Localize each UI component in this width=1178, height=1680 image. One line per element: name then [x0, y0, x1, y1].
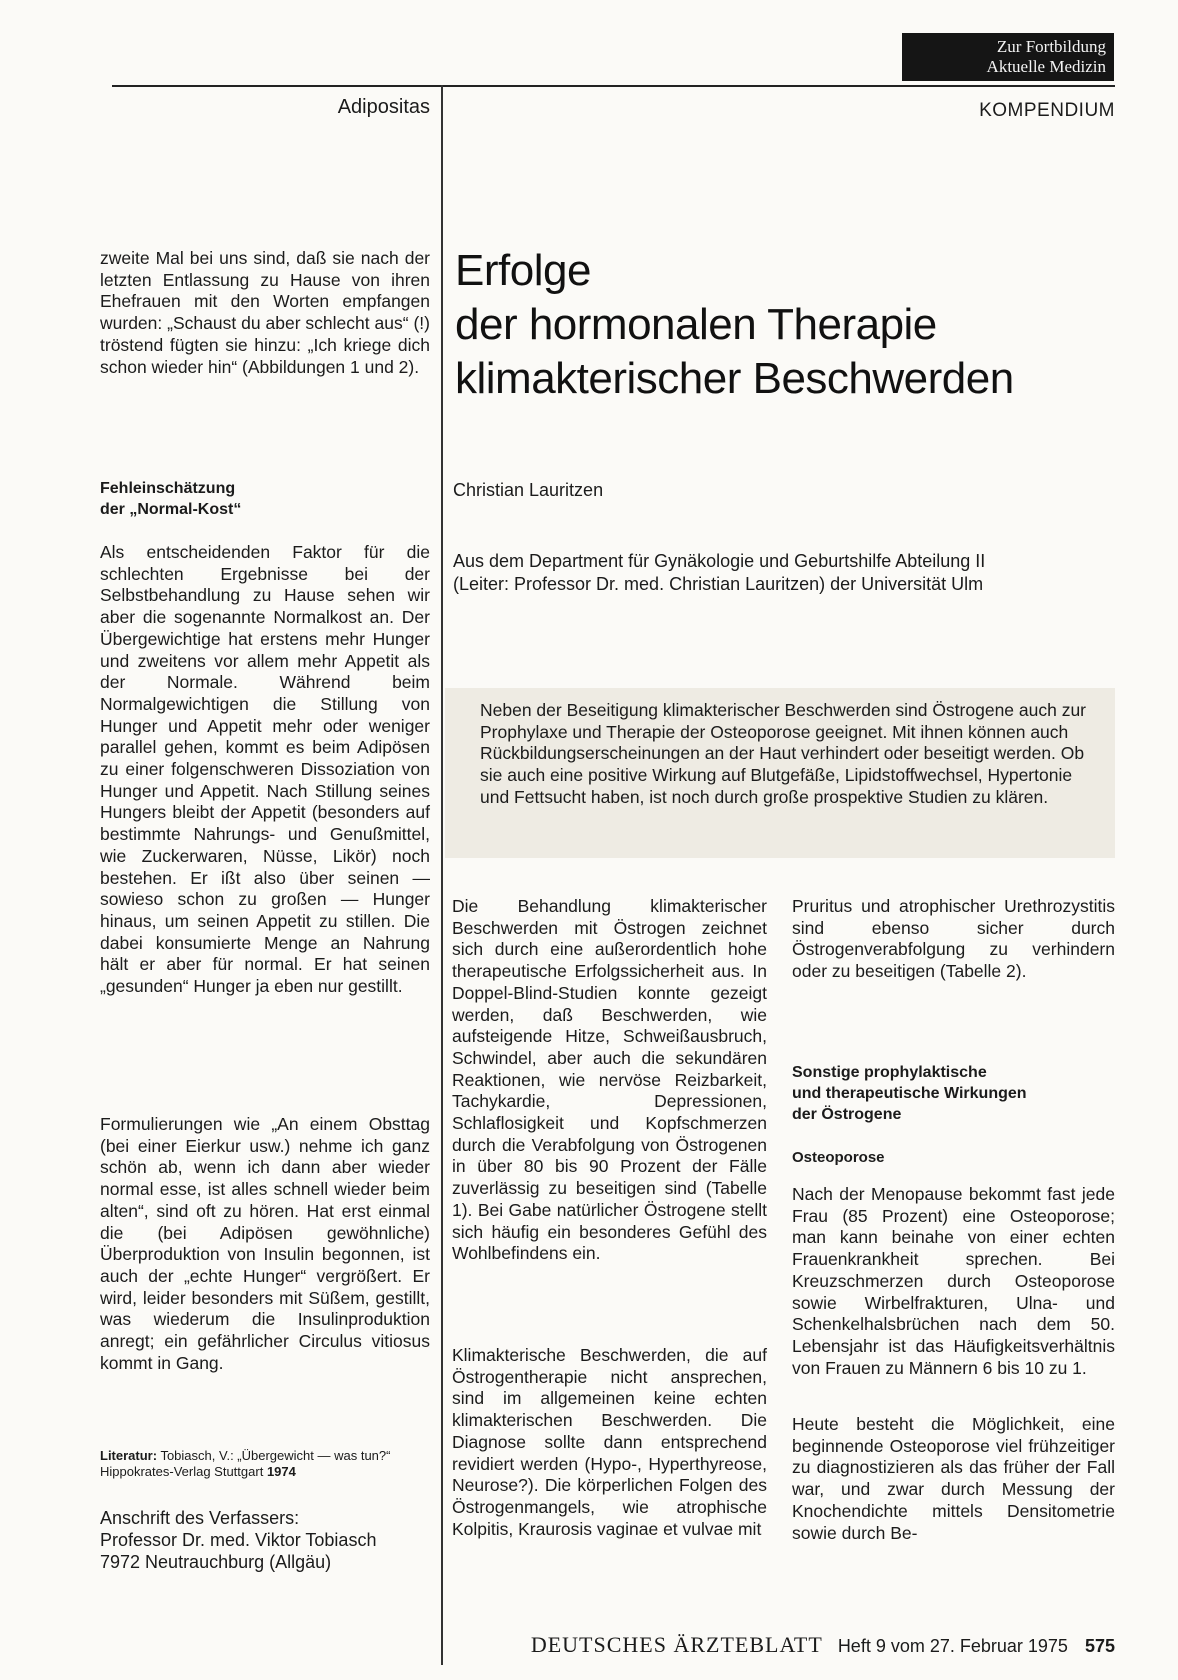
- section-badge: [902, 33, 1114, 81]
- left-section-heading: [100, 478, 430, 520]
- left-heading-line-2: der „Normal-Kost“: [100, 501, 242, 518]
- right-paragraph-1: Pruritus und atrophischer Urethrozystitis sind ebenso sicher durch Östrogenverabfolgung zu verhindern oder zu beseitigen (Tabelle 2).: [792, 896, 1115, 982]
- affiliation-line-2: (Leiter: Professor Dr. med. Christian Lauritzen) der Universität Ulm: [453, 574, 984, 594]
- left-paragraph-1: zweite Mal bei uns sind, daß sie nach der letzten Entlassung zu Hause von ihren Ehefrauen mit den Worten empfangen wurden: „Schaust du aber schlecht aus“ (!) tröstend fügten sie hinzu: „Ich kriege dich schon wieder hin“ (Abbildungen 1 und 2).: [100, 248, 430, 377]
- footer-issue: Heft 9 vom 27. Februar 1975: [837, 1636, 1068, 1656]
- right-heading-line-3: der Östrogene: [792, 1106, 902, 1123]
- literature-label: Literatur:: [100, 1448, 158, 1463]
- badge-line-2: Aktuelle Medizin: [986, 57, 1106, 76]
- affiliation-line-1: Aus dem Department für Gynäkologie und Geburtshilfe Abteilung II: [453, 551, 986, 571]
- literature-text: Tobiasch, V.: „Übergewicht — was tun?“ Hippokrates-Verlag Stuttgart: [100, 1448, 391, 1479]
- title-line-3: klimakterischer Beschwerden: [455, 354, 1014, 403]
- literature-year: 1974: [266, 1464, 296, 1479]
- running-head-left: Adipositas: [337, 96, 430, 118]
- right-heading-line-2: und therapeutische Wirkungen: [792, 1085, 1027, 1102]
- column-divider: [441, 85, 443, 1665]
- right-section-heading: [792, 1062, 1115, 1125]
- title-line-1: Erfolge: [455, 246, 591, 295]
- badge-line-1: Zur Fortbildung: [996, 37, 1106, 56]
- title-line-2: der hormonalen Therapie: [455, 300, 937, 349]
- address-line-2: Professor Dr. med. Viktor Tobiasch: [100, 1530, 377, 1550]
- author-address: [100, 1507, 430, 1573]
- header-rule: [112, 85, 1115, 87]
- right-subheading: Osteoporose: [792, 1149, 885, 1166]
- address-line-1: Anschrift des Verfassers:: [100, 1508, 300, 1528]
- running-head-right: KOMPENDIUM: [979, 100, 1115, 121]
- article-title: [455, 244, 1115, 406]
- page-number: 575: [1084, 1636, 1115, 1656]
- right-heading-line-1: Sonstige prophylaktische: [792, 1064, 987, 1081]
- left-paragraph-3: Formulierungen wie „An einem Obsttag (bei einer Eierkur usw.) nehme ich ganz schön ab, wenn ich dann aber wieder normal esse, ist alles schnell wieder beim alten“, sind oft zu hören. Hat erst einmal die (bei Adipösen gewöhnliche) Überproduktion von Insulin begonnen, ist auch der „echte Hunger“ vergrößert. Er wird, leider besonders mit Süßem, gestillt, was wiederum die Insulinproduktion anregt; ein gefährlicher Circulus vitiosus kommt in Gang.: [100, 1114, 430, 1373]
- article-author: Christian Lauritzen: [453, 480, 604, 500]
- middle-paragraph-2: Klimakterische Beschwerden, die auf Östrogentherapie nicht ansprechen, sind im allgemeinen keine echten klimakterischen Beschwerden. Die Diagnose sollte dann entsprechend revidiert werden (Hypo-, Hyperthyreose, Neurose?). Die körperlichen Folgen des Östrogenmangels, wie atrophische Kolpitis, Kraurosis vaginae et vulvae mit: [452, 1345, 767, 1539]
- middle-paragraph-1: Die Behandlung klimakterischer Beschwerden mit Östrogen zeichnet sich durch eine außerordentlich hohe therapeutische Erfolgssicherheit aus. In Doppel-Blind-Studien konnte gezeigt werden, daß Beschwerden, wie aufsteigende Hitze, Schweißausbruch, Schwindel, aber auch die sekundären Reaktionen, wie nervöse Reizbarkeit, Tachykardie, Depressionen, Schlaflosigkeit und Kopfschmerzen durch die Verabfolgung von Östrogenen in über 80 bis 90 Prozent der Fälle zuverlässig zu beseitigen sind (Tabelle 1). Bei Gabe natürlicher Östrogene stellt sich häufig ein besonderes Gefühl des Wohlbefindens ein.: [452, 896, 767, 1264]
- address-line-3: 7972 Neutrauchburg (Allgäu): [100, 1552, 332, 1572]
- article-affiliation: [453, 550, 1113, 596]
- page-footer: [475, 1632, 1115, 1658]
- footer-journal: DEUTSCHES ÄRZTEBLATT: [530, 1632, 823, 1657]
- left-heading-line-1: Fehleinschätzung: [100, 480, 236, 497]
- literature-reference: [100, 1448, 430, 1480]
- left-paragraph-2: Als entscheidenden Faktor für die schlechten Ergebnisse bei der Selbstbehandlung zu Hause sehen wir aber die sogenannte Normalkost an. Der Übergewichtige hat erstens mehr Hunger und zweitens vor allem mehr Appetit als der Normale. Während beim Normalgewichtigen die Stillung von Hunger und Appetit mehr oder weniger parallel gehen, kommt es beim Adipösen zu einer folgenschweren Dissoziation von Hunger und Appetit. Nach Stillung seines Hungers bleibt der Appetit (besonders auf bestimmte Nahrungs- und Genußmittel, wie Zuckerwaren, Nüsse, Likör) noch bestehen. Er ißt also über seinen — sowieso schon zu großen — Hunger hinaus, um seinen Appetit zu stillen. Die dabei konsumierte Menge an Nahrung hält er aber für normal. Er hat seinen „gesunden“ Hunger ja eben nur gestillt.: [100, 542, 430, 997]
- right-paragraph-2: Nach der Menopause bekommt fast jede Frau (85 Prozent) eine Osteoporose; man kann beinahe von einer echten Frauenkrankheit sprechen. Bei Kreuzschmerzen durch Osteoporose sowie Wirbelfrakturen, Ulna- und Schenkelhalsbrüchen nach dem 50. Lebensjahr ist das Häufigkeitsverhältnis von Frauen zu Männern 6 bis 10 zu 1.: [792, 1184, 1115, 1378]
- article-abstract: Neben der Beseitigung klimakterischer Beschwerden sind Östrogene auch zur Prophylaxe und Therapie der Osteoporose geeignet. Mit ihnen können auch Rückbildungserscheinungen an der Haut verhindert oder beseitigt werden. Ob sie auch eine positive Wirkung auf Blutgefäße, Lipidstoffwechsel, Hypertonie und Fettsucht haben, ist noch durch große prospektive Studien zu klären.: [445, 688, 1115, 858]
- right-paragraph-3: Heute besteht die Möglichkeit, eine beginnende Osteoporose viel frühzeitiger zu diagnostizieren als das früher der Fall war, und zwar durch Messung der Knochendichte mittels Densitometrie sowie durch Be-: [792, 1414, 1115, 1543]
